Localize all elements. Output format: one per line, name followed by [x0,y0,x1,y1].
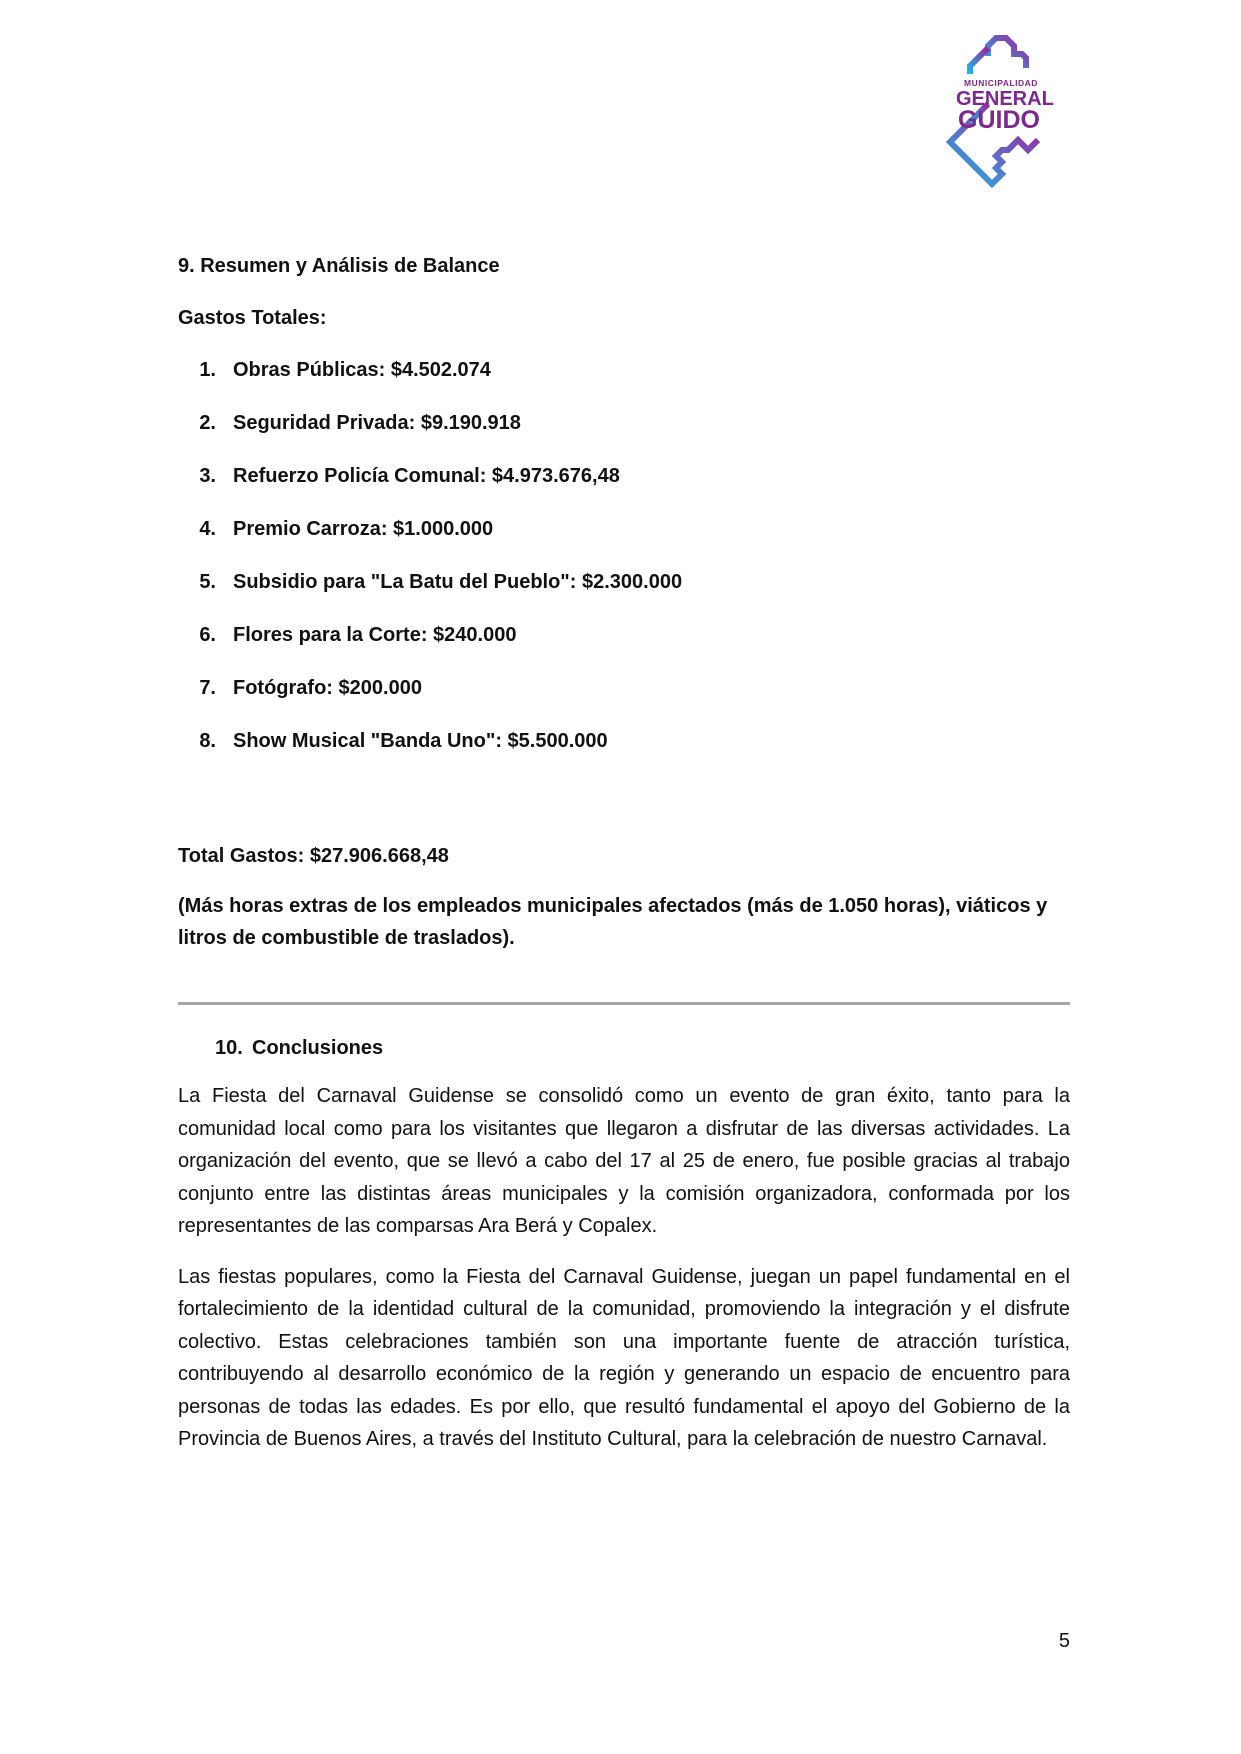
list-item: 3. Refuerzo Policía Comunal: $4.973.676,48 [199,465,620,487]
list-item: 5. Subsidio para "La Batu del Pueblo": $2.300.000 [199,571,683,593]
total-expenses: Total Gastos: $27.906.668,48 [178,845,449,867]
conclusions-paragraph-1: La Fiesta del Carnaval Guidense se consolidó como un evento de gran éxito, tanto para la comunidad local como para los visitantes que llegaron a disfrutar de las diversas actividades. La organización del evento, que se llevó a cabo del 17 al 25 de enero, fue posible gracias al trabajo conjunto entre las distintas áreas municipales y la comisión organizadora, conformada por los representantes de las comparsas Ara Berá y Copalex. [178,1085,1070,1237]
logo-line-1: MUNICIPALIDAD [964,78,1038,88]
horizontal-divider [178,1002,1070,1005]
list-item: 8. Show Musical "Banda Uno": $5.500.000 [199,730,608,752]
logo-line-2: GENERAL [956,88,1054,110]
section-10-heading: 10. Conclusiones [215,1037,384,1059]
conclusions-paragraph-2: Las fiestas populares, como la Fiesta del Carnaval Guidense, juegan un papel fundamental en el fortalecimiento de la identidad cultural de la comunidad, promoviendo la integración y el disfrute colectivo. Estas celebraciones también son una importante fuente de atracción turística, contribuyendo al desarrollo económico de la región y generando un espacio de encuentro para personas de todas las edades. Es por ello, que resultó fundamental el apoyo del Gobierno de la Provincia de Buenos Aires, a través del Instituto Cultural, para la celebración de nuestro Carnaval. [178,1265,1070,1450]
page-number: 5 [1058,1630,1070,1652]
list-item: 4. Premio Carroza: $1.000.000 [199,518,494,540]
section-9-heading: 9. Resumen y Análisis de Balance [178,255,500,277]
municipality-logo [930,16,1062,192]
expenses-list [178,359,1070,783]
logo-line-3: GUIDO [958,106,1040,134]
expenses-note: (Más horas extras de los empleados municipales afectados (más de 1.050 horas), viáticos y litros de combustible de traslados). [178,895,1048,949]
list-item: 1. Obras Públicas: $4.502.074 [199,359,491,381]
list-item: 2. Seguridad Privada: $9.190.918 [199,412,521,434]
list-item: 6. Flores para la Corte: $240.000 [199,624,517,646]
list-item: 7. Fotógrafo: $200.000 [199,677,422,699]
document-body [178,255,1070,1456]
expenses-subheading: Gastos Totales: [178,307,327,329]
